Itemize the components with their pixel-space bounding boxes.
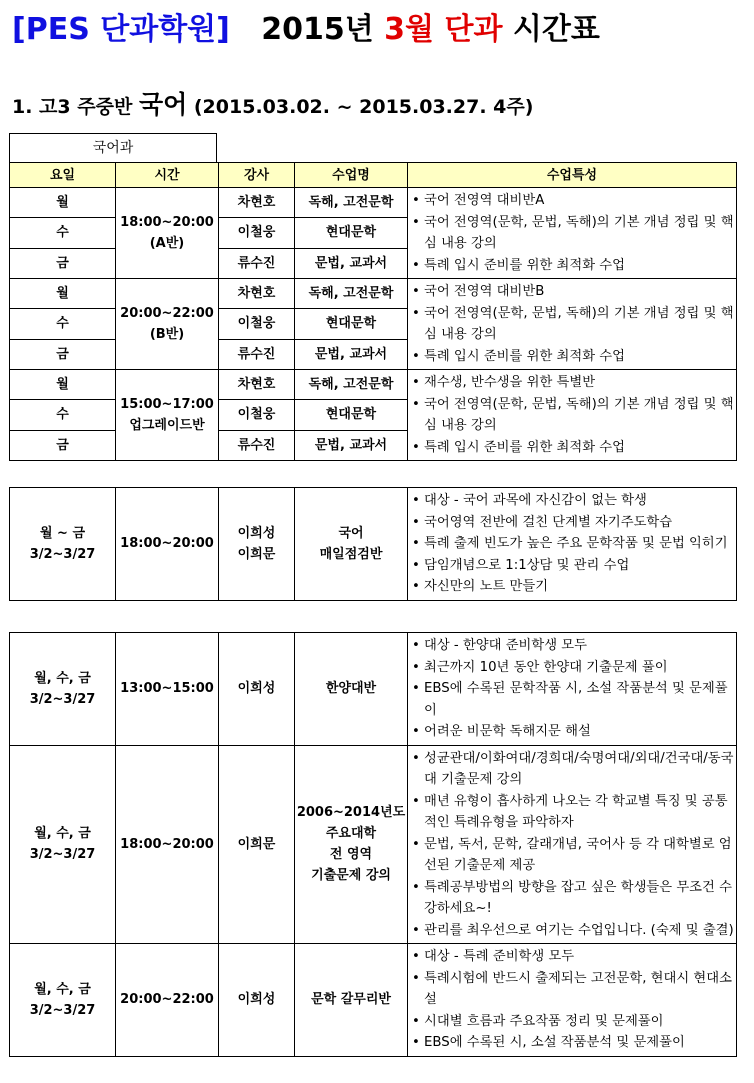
bullet-icon: • <box>412 375 420 390</box>
table-header-row <box>10 163 737 188</box>
header-suffix: 시간표 <box>512 12 600 47</box>
day-cell: 월 <box>10 279 116 309</box>
day-label: 3/2~3/27 <box>29 847 96 863</box>
teacher-cell: 차현호 <box>219 279 295 309</box>
time-cell <box>116 188 219 279</box>
day-cell: 수 <box>10 400 116 430</box>
teacher-cell: 이철웅 <box>219 218 295 248</box>
feature-item <box>412 791 734 834</box>
col-header-teacher: 강사 <box>219 163 295 188</box>
feature-item <box>412 490 734 512</box>
bullet-icon: • <box>412 949 420 964</box>
table-row <box>10 944 737 1057</box>
feature-item <box>412 946 734 968</box>
course-cell <box>295 633 408 746</box>
bullet-icon: • <box>412 439 420 455</box>
time-label: 20:00~22:00 <box>120 306 214 321</box>
course-name: 전 영역 <box>329 847 373 863</box>
schedule-table-daily <box>9 487 737 601</box>
course-cell <box>295 745 408 944</box>
teacher-cell: 류수진 <box>219 339 295 369</box>
teacher-name: 이희성 <box>237 525 276 541</box>
time-cell <box>116 279 219 370</box>
feature-item <box>412 212 734 255</box>
day-cell: 월 <box>10 370 116 400</box>
feature-item <box>412 1032 734 1054</box>
time-cell: 18:00~20:00 <box>116 488 219 601</box>
bullet-icon: • <box>412 724 420 739</box>
features-cell <box>408 279 737 370</box>
features-cell <box>408 370 737 461</box>
time-label: 15:00~17:00 <box>120 397 214 412</box>
day-label: 월, 수, 금 <box>34 981 91 997</box>
course-cell: 현대문학 <box>295 309 408 339</box>
course-name: 2006~2014년도 <box>296 805 406 821</box>
bullet-icon: • <box>412 970 420 986</box>
feature-item <box>412 533 734 555</box>
day-cell <box>10 944 116 1057</box>
features-cell <box>408 633 737 746</box>
feature-text: 담임개념으로 1:1상담 및 관리 수업 <box>424 557 630 573</box>
bullet-icon: • <box>412 579 420 594</box>
col-header-day: 요일 <box>10 163 116 188</box>
course-cell: 문법, 교과서 <box>295 339 408 369</box>
feature-text: 성균관대/이화여대/경희대/숙명여대/외대/건국대/동국대 기출문제 강의 <box>424 750 734 787</box>
feature-text: 특례 입시 준비를 위한 최적화 수업 <box>424 348 625 364</box>
teacher-cell: 이철웅 <box>219 400 295 430</box>
feature-text: 국어 전영역(문학, 문법, 독해)의 기본 개념 정립 및 핵심 내용 강의 <box>424 214 734 251</box>
teacher-cell: 이희성 <box>219 944 295 1057</box>
time-cell: 18:00~20:00 <box>116 745 219 944</box>
day-cell: 금 <box>10 430 116 460</box>
day-cell: 수 <box>10 309 116 339</box>
bullet-icon: • <box>412 793 420 809</box>
day-label: 3/2~3/27 <box>29 691 96 707</box>
feature-list <box>412 190 734 276</box>
course-name: 주요대학 <box>325 826 377 842</box>
header-year: 2015년 <box>261 12 374 47</box>
feature-item <box>412 190 734 212</box>
course-cell: 현대문학 <box>295 400 408 430</box>
teacher-cell: 류수진 <box>219 430 295 460</box>
schedule-table-special <box>9 632 737 1057</box>
feature-item <box>412 834 734 877</box>
schedule-table-regular <box>9 162 737 461</box>
feature-text: 국어 전영역(문학, 문법, 독해)의 기본 개념 정립 및 핵심 내용 강의 <box>424 305 734 342</box>
teacher-cell: 이희성 <box>219 633 295 746</box>
feature-item <box>412 437 734 459</box>
day-cell: 금 <box>10 339 116 369</box>
section-prefix: 1. 고3 주중반 <box>12 96 133 118</box>
time-label: 18:00~20:00 <box>120 215 214 230</box>
bullet-icon: • <box>412 348 420 364</box>
feature-text: 특례 출제 빈도가 높은 주요 문학작품 및 문법 익히기 <box>424 536 728 551</box>
brand-name: [PES 단과학원] <box>12 12 230 47</box>
feature-list <box>412 372 734 458</box>
feature-text: 국어 전영역 대비반A <box>424 193 545 208</box>
teacher-cell: 차현호 <box>219 370 295 400</box>
section-title <box>12 92 752 120</box>
page-header <box>12 6 752 54</box>
feature-item <box>412 512 734 534</box>
features-cell <box>408 188 737 279</box>
feature-list <box>412 946 734 1054</box>
feature-text: 국어 전영역 대비반B <box>424 284 545 299</box>
date-range: 3/2~3/27 <box>29 546 96 562</box>
bullet-icon: • <box>412 681 420 696</box>
day-label: 월 ~ 금 <box>39 525 86 541</box>
time-cell <box>116 370 219 461</box>
bullet-icon: • <box>412 1013 420 1029</box>
day-cell: 금 <box>10 248 116 278</box>
time-label: (B반) <box>149 327 185 342</box>
day-cell <box>10 745 116 944</box>
bullet-icon: • <box>412 493 420 508</box>
course-name: 기출문제 강의 <box>311 868 391 884</box>
bullet-icon: • <box>412 284 420 299</box>
day-label: 3/2~3/27 <box>29 1002 96 1018</box>
course-cell: 독해, 고전문학 <box>295 188 408 218</box>
feature-text: 국어영역 전반에 걸친 단계별 자기주도학습 <box>424 514 673 530</box>
section-period: (2015.03.02. ~ 2015.03.27. 4주) <box>193 96 534 118</box>
features-cell <box>408 488 737 601</box>
teacher-cell: 차현호 <box>219 188 295 218</box>
time-label: 업그레이드반 <box>129 418 205 433</box>
table-row <box>10 188 737 218</box>
teacher-name: 이희문 <box>237 546 276 562</box>
course-cell <box>295 488 408 601</box>
feature-text: 관리를 최우선으로 여기는 수업입니다. (숙제 및 출결) <box>424 922 734 938</box>
feature-item <box>412 281 734 303</box>
course-cell: 문법, 교과서 <box>295 430 408 460</box>
feature-item <box>412 394 734 437</box>
table-row <box>10 279 737 309</box>
features-cell <box>408 745 737 944</box>
day-cell <box>10 633 116 746</box>
feature-item <box>412 576 734 598</box>
col-header-features: 수업특성 <box>408 163 737 188</box>
feature-text: 특례 입시 준비를 위한 최적화 수업 <box>424 439 625 455</box>
time-label: (A반) <box>149 236 185 251</box>
bullet-icon: • <box>412 305 420 321</box>
feature-list <box>412 281 734 367</box>
course-cell: 독해, 고전문학 <box>295 279 408 309</box>
feature-item <box>412 968 734 1011</box>
feature-text: 자신만의 노트 만들기 <box>424 579 549 594</box>
bullet-icon: • <box>412 557 420 573</box>
table-row <box>10 370 737 400</box>
feature-item <box>412 920 734 942</box>
feature-text: 특례시험에 반드시 출제되는 고전문학, 현대시 현대소설 <box>424 970 732 1007</box>
feature-text: 대상 - 국어 과목에 자신감이 없는 학생 <box>424 493 647 508</box>
feature-list <box>412 748 734 942</box>
feature-text: 어려운 비문학 독해지문 해설 <box>424 724 591 739</box>
bullet-icon: • <box>412 638 420 653</box>
course-cell: 문법, 교과서 <box>295 248 408 278</box>
day-cell: 월 <box>10 188 116 218</box>
bullet-icon: • <box>412 193 420 208</box>
table-row <box>10 488 737 601</box>
course-name: 문학 갈무리반 <box>311 992 391 1008</box>
feature-item <box>412 1011 734 1033</box>
bullet-icon: • <box>412 659 420 675</box>
feature-text: 국어 전영역(문학, 문법, 독해)의 기본 개념 정립 및 핵심 내용 강의 <box>424 396 734 433</box>
dept-label: 국어과 <box>9 133 217 162</box>
day-label: 월, 수, 금 <box>34 826 91 842</box>
course-name: 한양대반 <box>325 681 377 697</box>
day-cell: 수 <box>10 218 116 248</box>
bullet-icon: • <box>412 396 420 412</box>
features-cell <box>408 944 737 1057</box>
feature-list <box>412 635 734 743</box>
bullet-icon: • <box>412 257 420 273</box>
header-month: 3월 <box>384 12 435 47</box>
course-cell <box>295 944 408 1057</box>
feature-item <box>412 372 734 394</box>
section-subject: 국어 <box>138 90 188 119</box>
teacher-cell: 이철웅 <box>219 309 295 339</box>
feature-item <box>412 721 734 743</box>
bullet-icon: • <box>412 1035 420 1050</box>
col-header-time: 시간 <box>116 163 219 188</box>
feature-text: EBS에 수록된 시, 소설 작품분석 및 문제풀이 <box>424 1035 685 1050</box>
day-cell <box>10 488 116 601</box>
time-cell: 20:00~22:00 <box>116 944 219 1057</box>
feature-text: 최근까지 10년 동안 한양대 기출문제 풀이 <box>424 659 668 675</box>
bullet-icon: • <box>412 214 420 230</box>
feature-list <box>412 490 734 598</box>
feature-item <box>412 255 734 277</box>
feature-text: 매년 유형이 흡사하게 나오는 각 학교별 특징 및 공통적인 특례유형을 파악하자 <box>424 793 728 830</box>
teacher-cell: 류수진 <box>219 248 295 278</box>
feature-text: 특례 입시 준비를 위한 최적화 수업 <box>424 257 625 273</box>
feature-item <box>412 346 734 368</box>
feature-text: 재수생, 반수생을 위한 특별반 <box>424 375 596 390</box>
feature-item <box>412 678 734 721</box>
time-cell: 13:00~15:00 <box>116 633 219 746</box>
feature-item <box>412 877 734 920</box>
teacher-cell: 이희문 <box>219 745 295 944</box>
feature-item <box>412 657 734 679</box>
feature-item <box>412 635 734 657</box>
feature-text: 대상 - 한양대 준비학생 모두 <box>424 638 587 653</box>
feature-item <box>412 555 734 577</box>
feature-text: EBS에 수록된 문학작품 시, 소설 작품분석 및 문제풀이 <box>424 681 728 718</box>
course-cell: 독해, 고전문학 <box>295 370 408 400</box>
header-kind: 단과 <box>444 12 503 47</box>
col-header-course: 수업명 <box>295 163 408 188</box>
feature-text: 특례공부방법의 방향을 잡고 싶은 학생들은 무조건 수강하세요~! <box>424 879 732 916</box>
course-cell: 현대문학 <box>295 218 408 248</box>
bullet-icon: • <box>412 922 420 938</box>
feature-text: 문법, 독서, 문학, 갈래개념, 국어사 등 각 대학별로 엄선된 기출문제 제공 <box>424 836 732 873</box>
feature-text: 대상 - 특례 준비학생 모두 <box>424 949 575 964</box>
bullet-icon: • <box>412 536 420 551</box>
course-name: 국어 <box>338 525 364 541</box>
feature-item <box>412 748 734 791</box>
bullet-icon: • <box>412 836 420 852</box>
feature-text: 시대별 흐름과 주요작품 정리 및 문제풀이 <box>424 1013 664 1029</box>
bullet-icon: • <box>412 514 420 530</box>
teacher-cell <box>219 488 295 601</box>
course-name: 매일점검반 <box>319 546 383 562</box>
table-row <box>10 633 737 746</box>
table-row <box>10 745 737 944</box>
day-label: 월, 수, 금 <box>34 670 91 686</box>
feature-item <box>412 303 734 346</box>
bullet-icon: • <box>412 750 420 766</box>
bullet-icon: • <box>412 879 420 895</box>
